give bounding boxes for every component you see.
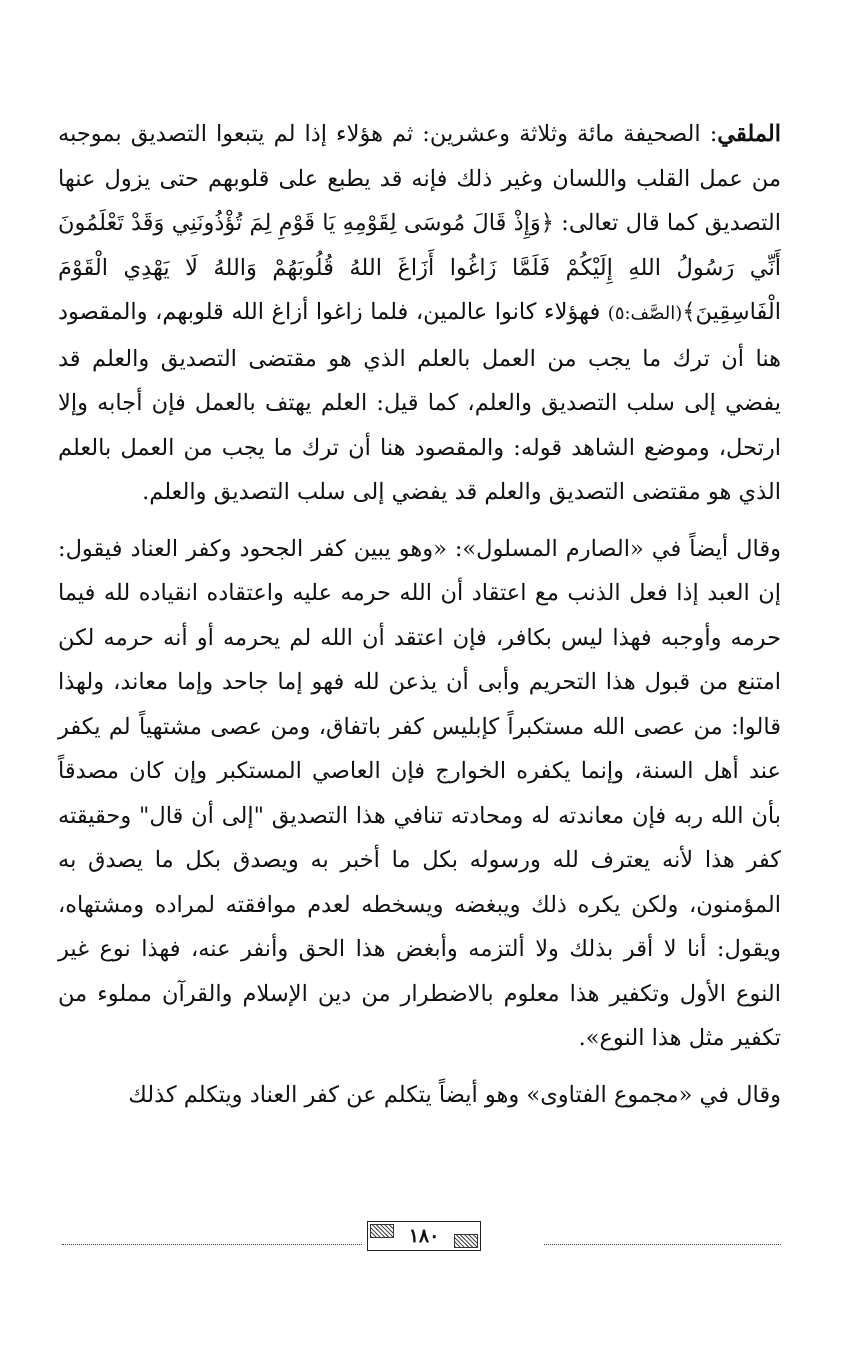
paragraph-1-text-a: : الصحيفة مائة وثلاثة وعشرين: ثم هؤلاء إذا لم يتبعوا التصديق بموجبه من عمل القلب واللسان وغير ذلك فإنه قد يطبع على قلوبهم حتى يزول عنها التصديق كما قال تعالى: xyxy=(58,121,781,236)
corner-ornament-icon xyxy=(454,1234,478,1248)
paragraph-1 xyxy=(58,112,781,515)
footer-rule-left xyxy=(62,1244,362,1245)
page-body xyxy=(58,112,781,1117)
footer-rule-right xyxy=(544,1244,781,1245)
paragraph-3-text: وقال في «مجموع الفتاوى» وهو أيضاً يتكلم عن كفر العناد ويتكلم كذلك xyxy=(128,1081,781,1108)
page-number: ١٨٠ xyxy=(408,1225,440,1247)
corner-ornament-icon xyxy=(370,1224,394,1238)
page-number-frame xyxy=(367,1221,481,1251)
page-footer xyxy=(62,1218,781,1258)
paragraph-3 xyxy=(58,1073,781,1118)
speaker-label: الملقي xyxy=(717,121,781,147)
paragraph-2-text: وقال أيضاً في «الصارم المسلول»: «وهو يبين كفر الجحود وكفر العناد فيقول: إن العبد إذا فعل الذنب مع اعتقاد أن الله حرمه عليه واعتقاده انقياده لله فيما حرمه وأوجبه فهذا ليس بكافر، فإن اعتقد أن الله لم يحرمه أو أنه حرمه لكن امتنع من قبول هذا التحريم وأبى أن يذعن لله فهو إما جاحد وإما معاند، ولهذا قالوا: من عصى الله مستكبراً كإبليس كفر باتفاق، ومن عصى مشتهياً لم يكفر عند أهل السنة، وإنما يكفره الخوارج فإن العاصي المستكبر وإن كان مصدقاً بأن الله ربه فإن معاندته له ومحادته تنافي هذا التصديق "إلى أن قال" وحقيقته كفر هذا لأنه يعترف لله ورسوله بكل ما أخبر به ويصدق بكل ما يصدق به المؤمنون، ولكن يكره ذلك ويبغضه ويسخطه لعدم موافقته لمراده ومشتهاه، ويقول: أنا لا أقر بذلك ولا ألتزمه وأبغض هذا الحق وأنفر عنه، فهذا نوع غير النوع الأول وتكفير هذا معلوم بالاضطرار من دين الإسلام والقرآن مملوء من تكفير مثل هذا النوع». xyxy=(58,535,781,1051)
quran-verse: ﴿وَإِذْ قَالَ مُوسَى لِقَوْمِهِ يَا قَوْمِ لِمَ تُؤْذُونَنِي وَقَدْ تَعْلَمُونَ أَنِّي رَسُولُ اللهِ إِلَيْكُمْ فَلَمَّا زَاغُوا أَزَاغَ اللهُ قُلُوبَهُمْ وَاللهُ لَا يَهْدِي الْقَوْمَ الْفَاسِقِينَ﴾ xyxy=(58,210,781,325)
paragraph-1-text-b: فهؤلاء كانوا عالمين، فلما زاغوا أزاغ الله قلوبهم، والمقصود هنا أن ترك ما يجب من العمل بالعلم الذي هو مقتضى التصديق والعلم قد يفضي إلى سلب التصديق والعلم، كما قيل: العلم يهتف بالعمل فإن أجابه وإلا ارتحل، وموضع الشاهد قوله: والمقصود هنا أن ترك ما يجب من العمل بالعلم الذي هو مقتضى التصديق والعلم قد يفضي إلى سلب التصديق والعلم. xyxy=(58,299,781,505)
paragraph-2 xyxy=(58,527,781,1061)
verse-reference: (الصَّف:٥) xyxy=(607,303,683,324)
